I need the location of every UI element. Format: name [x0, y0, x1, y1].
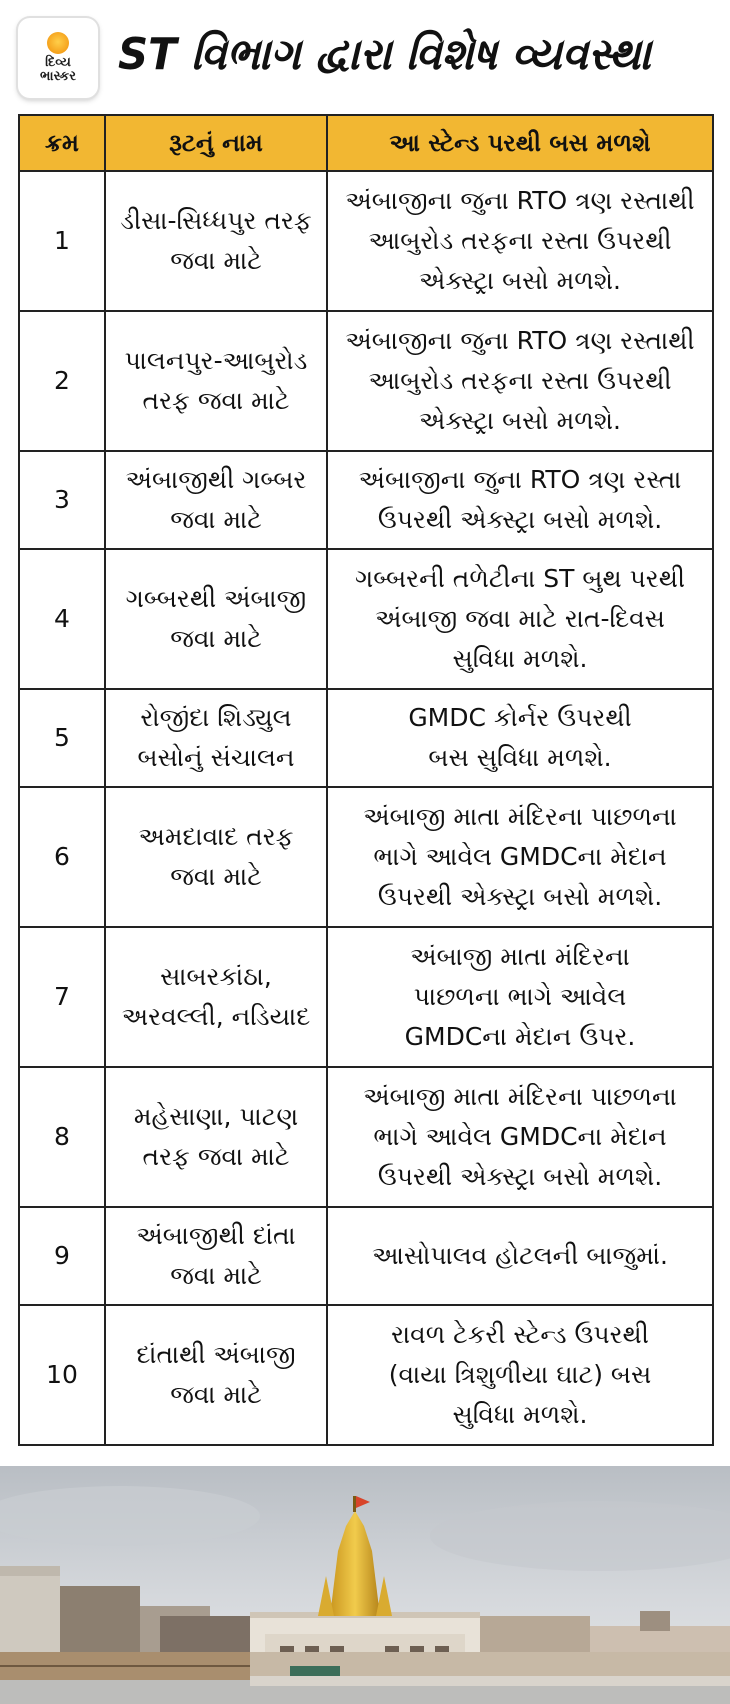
bus-stand-line: ઉપરથી એક્સ્ટ્રા બસો મળશે. — [377, 505, 663, 534]
bus-stand-line: આબુરોડ તરફના રસ્તા ઉપરથી — [368, 226, 672, 255]
route-name-line: અમદાવાદ તરફ — [138, 822, 294, 851]
table-row — [19, 451, 713, 549]
bus-stand-line: ભાગે આવેલ GMDCના મેદાન — [373, 842, 667, 871]
bus-stand-line: એક્સ્ટ્રા બસો મળશે. — [418, 266, 622, 295]
bus-stand-cell — [327, 1067, 713, 1207]
bus-stand-line: અંબાજી માતા મંદિરના પાછળના — [363, 1082, 677, 1111]
ambaji-temple-photo — [0, 1466, 730, 1704]
table-row — [19, 787, 713, 927]
bus-stand-cell — [327, 1305, 713, 1445]
bus-stand-line: અંબાજીના જુના RTO ત્રણ રસ્તાથી — [345, 326, 695, 355]
route-name-line: ડીસા-સિધ્ધપુર તરફ — [120, 206, 312, 235]
route-name-line: તરફ જવા માટે — [142, 386, 290, 415]
route-name-cell — [105, 1305, 327, 1445]
route-name-line: જવા માટે — [170, 624, 262, 653]
serial-number: 10 — [19, 1305, 105, 1445]
route-name-cell — [105, 549, 327, 689]
route-name-line: અંબાજીથી દાંતા — [136, 1221, 296, 1250]
bus-stand-table — [18, 114, 714, 1446]
route-name-line: બસોનું સંચાલન — [137, 743, 295, 772]
table-row — [19, 549, 713, 689]
route-name-line: ગબ્બરથી અંબાજી — [125, 584, 307, 613]
route-name-line: તરફ જવા માટે — [142, 1142, 290, 1171]
route-name-line: અરવલ્લી, નડિયાદ — [121, 1002, 311, 1031]
route-name-cell — [105, 451, 327, 549]
serial-number: 9 — [19, 1207, 105, 1305]
table-row — [19, 927, 713, 1067]
route-name-line: જવા માટે — [170, 1261, 262, 1290]
bus-stand-line: અંબાજી માતા મંદિરના પાછળના — [363, 802, 677, 831]
bus-stand-line: ઉપરથી એક્સ્ટ્રા બસો મળશે. — [377, 882, 663, 911]
bus-stand-line: GMDC કોર્નર ઉપરથી — [408, 703, 632, 732]
bus-stand-cell — [327, 311, 713, 451]
table-row — [19, 1067, 713, 1207]
bus-stand-line: સુવિધા મળશે. — [452, 644, 588, 673]
bus-stand-cell — [327, 1207, 713, 1305]
serial-number: 4 — [19, 549, 105, 689]
bus-stand-line: અંબાજી જવા માટે રાત-દિવસ — [375, 604, 665, 633]
bus-stand-cell — [327, 171, 713, 311]
bus-stand-cell — [327, 927, 713, 1067]
table-row — [19, 1305, 713, 1445]
bus-stand-line: બસ સુવિધા મળશે. — [428, 743, 612, 772]
serial-number: 7 — [19, 927, 105, 1067]
route-name-cell — [105, 1067, 327, 1207]
header-serial: ક્રમ — [19, 115, 105, 171]
bus-stand-cell — [327, 689, 713, 787]
route-name-cell — [105, 927, 327, 1067]
table-row — [19, 171, 713, 311]
route-name-line: જવા માટે — [170, 862, 262, 891]
route-name-cell — [105, 171, 327, 311]
table-body — [19, 171, 713, 1445]
table-row — [19, 1207, 713, 1305]
bus-stand-line: સુવિધા મળશે. — [452, 1400, 588, 1429]
route-name-line: અંબાજીથી ગબ્બર — [125, 465, 307, 494]
serial-number: 1 — [19, 171, 105, 311]
serial-number: 3 — [19, 451, 105, 549]
header-bus-stand: આ સ્ટેન્ડ પરથી બસ મળશે — [327, 115, 713, 171]
page-title: ST વિભાગ દ્વારા વિશેષ વ્યવસ્થા — [118, 29, 651, 80]
table-row — [19, 689, 713, 787]
route-name-line: રોજીંદા શિડ્યુલ — [140, 703, 292, 732]
logo-line-1: દિવ્ય — [45, 55, 71, 70]
table-row — [19, 311, 713, 451]
route-name-line: જવા માટે — [170, 1380, 262, 1409]
route-name-cell — [105, 1207, 327, 1305]
route-name-line: જવા માટે — [170, 246, 262, 275]
bus-stand-line: એક્સ્ટ્રા બસો મળશે. — [418, 406, 622, 435]
serial-number: 5 — [19, 689, 105, 787]
bus-stand-line: આસોપાલવ હોટલની બાજુમાં. — [372, 1241, 668, 1270]
route-name-line: સાબરકાંઠા, — [160, 962, 272, 991]
logo-line-2: ભાસ્કર — [40, 69, 76, 84]
route-name-line: મહેસાણા, પાટણ — [133, 1102, 299, 1131]
bus-stand-line: અંબાજીના જુના RTO ત્રણ રસ્તાથી — [345, 186, 695, 215]
bus-stand-line: (વાયા ત્રિશુળીયા ઘાટ) બસ — [388, 1360, 652, 1389]
route-name-cell — [105, 787, 327, 927]
serial-number: 2 — [19, 311, 105, 451]
route-name-cell — [105, 689, 327, 787]
serial-number: 6 — [19, 787, 105, 927]
route-name-line: જવા માટે — [170, 505, 262, 534]
route-name-line: પાલનપુર-આબુરોડ — [124, 346, 308, 375]
route-name-line: દાંતાથી અંબાજી — [136, 1340, 296, 1369]
bus-stand-cell — [327, 451, 713, 549]
bus-stand-line: આબુરોડ તરફના રસ્તા ઉપરથી — [368, 366, 672, 395]
bus-stand-line: ગબ્બરની તળેટીના ST બુથ પરથી — [354, 564, 686, 593]
serial-number: 8 — [19, 1067, 105, 1207]
bus-stand-line: GMDCના મેદાન ઉપર. — [404, 1022, 636, 1051]
header-route-name: રૂટનું નામ — [105, 115, 327, 171]
bus-stand-line: અંબાજી માતા મંદિરના — [410, 942, 630, 971]
bus-stand-line: ઉપરથી એક્સ્ટ્રા બસો મળશે. — [377, 1162, 663, 1191]
bus-stand-line: રાવળ ટેકરી સ્ટેન્ડ ઉપરથી — [391, 1320, 649, 1349]
sun-icon — [47, 32, 69, 54]
route-name-cell — [105, 311, 327, 451]
bus-stand-line: પાછળના ભાગે આવેલ — [413, 982, 627, 1011]
header — [0, 0, 730, 110]
bus-stand-cell — [327, 787, 713, 927]
bus-stand-cell — [327, 549, 713, 689]
bus-stand-line: ભાગે આવેલ GMDCના મેદાન — [373, 1122, 667, 1151]
table-header-row — [19, 115, 713, 171]
bus-stand-line: અંબાજીના જુના RTO ત્રણ રસ્તા — [358, 465, 682, 494]
brand-logo[interactable] — [18, 18, 98, 98]
